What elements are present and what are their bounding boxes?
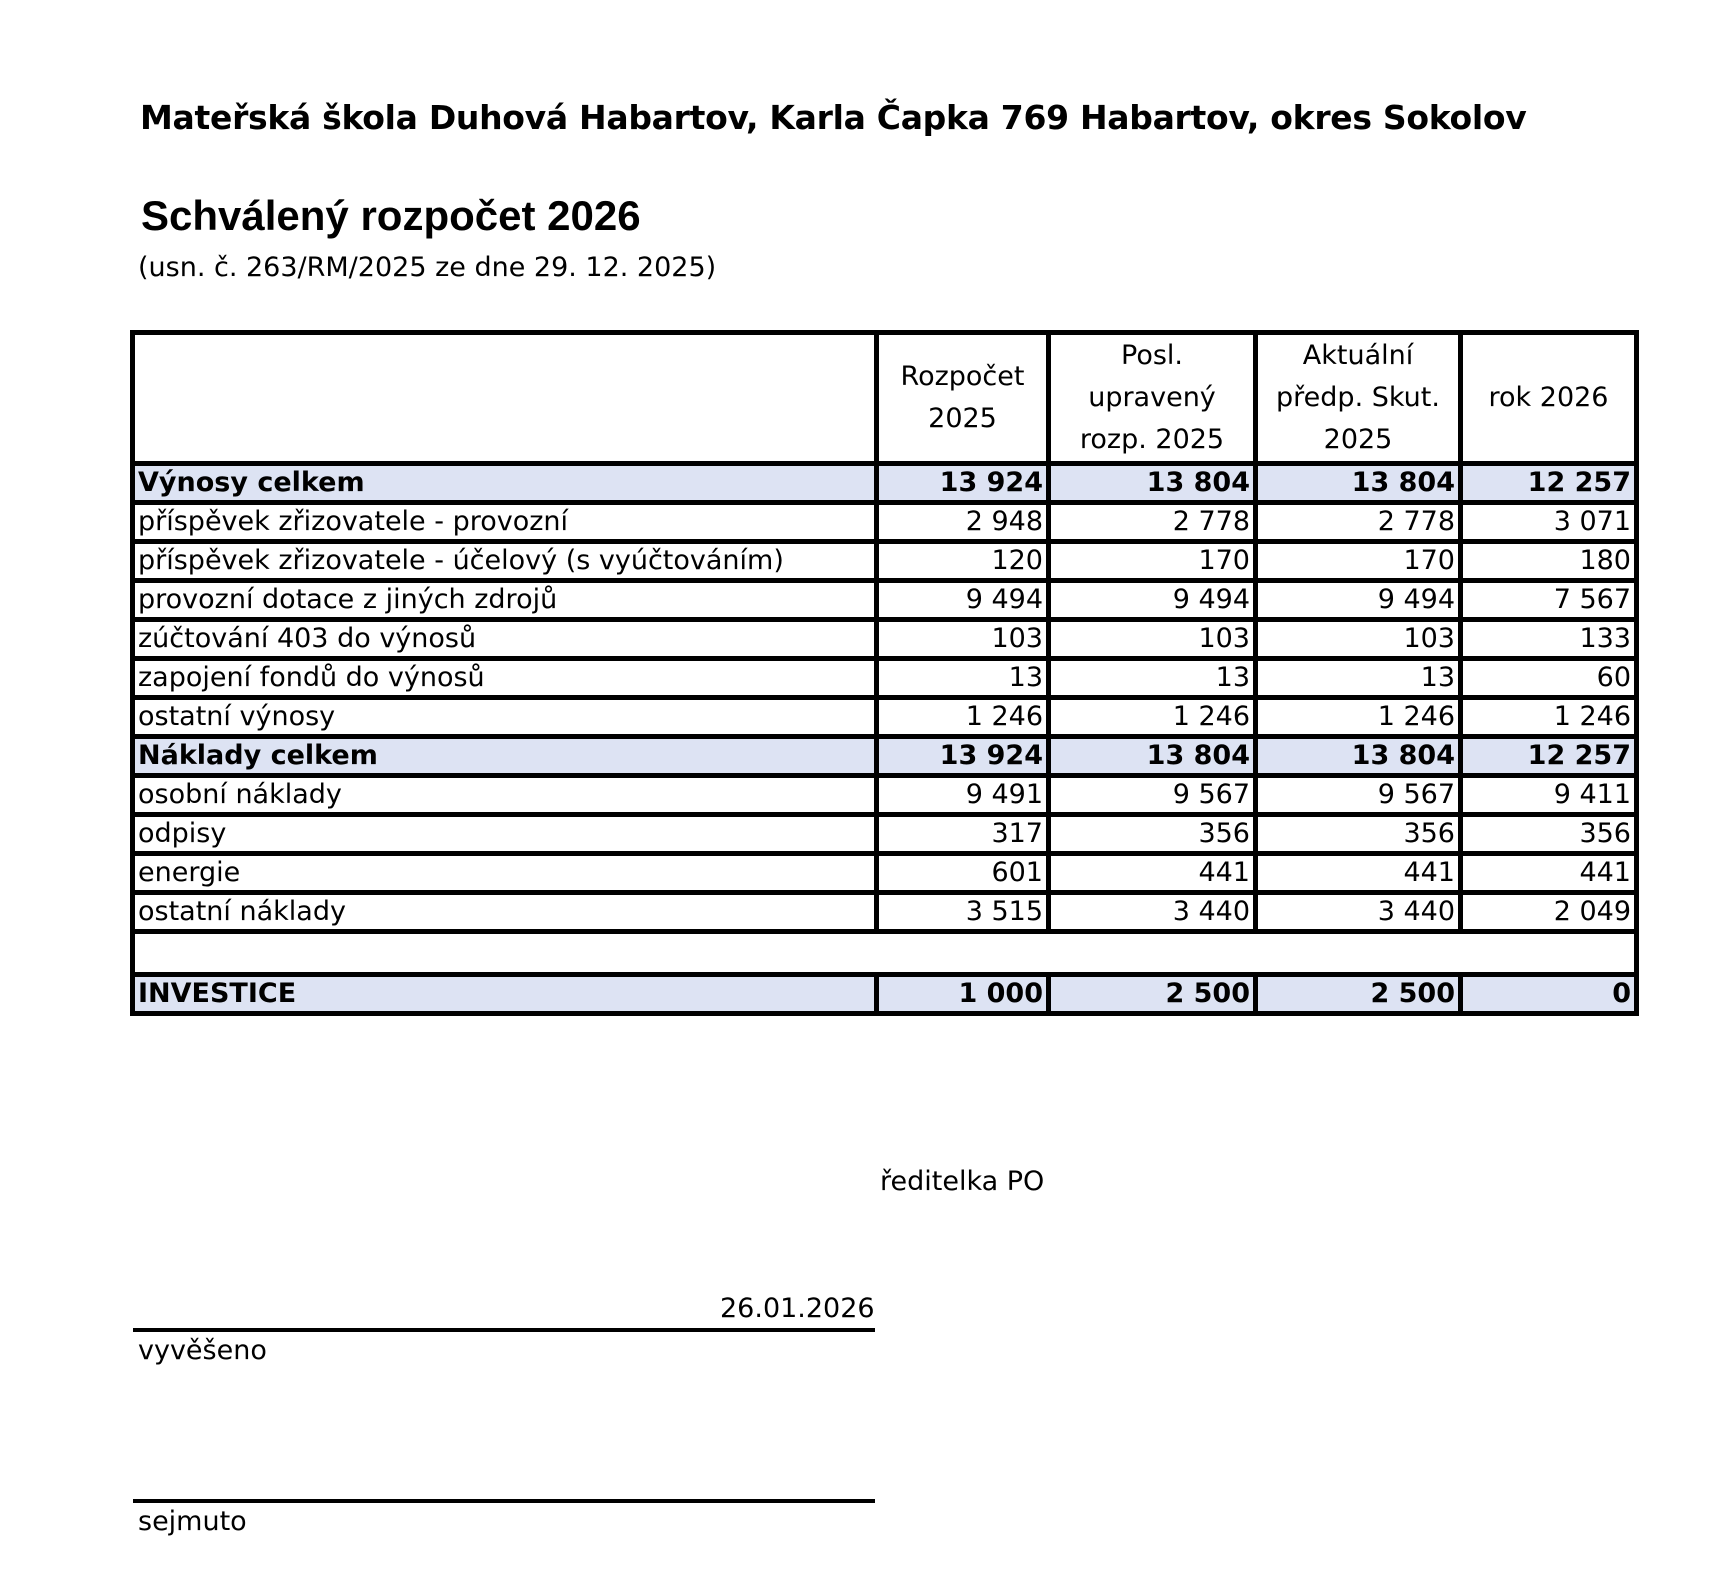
cell-value: 9 567 [1256, 776, 1461, 815]
cell-value: 1 246 [1049, 698, 1256, 737]
table-row [133, 893, 1637, 932]
cell-value: 1 246 [1461, 698, 1637, 737]
cell-value: 180 [1461, 542, 1637, 581]
cell-value: 3 440 [1049, 893, 1256, 932]
document-title: Schválený rozpočet 2026 [141, 192, 641, 239]
column-header-label [133, 333, 877, 464]
cell-value: 9 494 [1049, 581, 1256, 620]
table-row [133, 776, 1637, 815]
cell-value: 2 500 [1049, 975, 1256, 1014]
cell-value: 9 567 [1049, 776, 1256, 815]
cell-value: 2 500 [1256, 975, 1461, 1014]
school-heading: Mateřská škola Duhová Habartov, Karla Čapka 769 Habartov, okres Sokolov [140, 98, 1527, 137]
cell-value: 2 049 [1461, 893, 1637, 932]
cell-value: 9 491 [877, 776, 1049, 815]
row-label: Výnosy celkem [133, 464, 877, 503]
cell-value: 170 [1256, 542, 1461, 581]
cell-value: 103 [877, 620, 1049, 659]
cell-value: 356 [1461, 815, 1637, 854]
table-row-naklady-celkem [133, 737, 1637, 776]
row-label: ostatní náklady [133, 893, 877, 932]
cell-value: 1 246 [877, 698, 1049, 737]
cell-value: 0 [1461, 975, 1637, 1014]
table-row [133, 503, 1637, 542]
cell-value: 13 804 [1256, 464, 1461, 503]
cell-value: 356 [1256, 815, 1461, 854]
cell-value: 3 440 [1256, 893, 1461, 932]
cell-value: 2 778 [1256, 503, 1461, 542]
table-row-vynosy-celkem [133, 464, 1637, 503]
cell-value: 13 804 [1049, 737, 1256, 776]
cell-value: 9 494 [877, 581, 1049, 620]
director-signature-label: ředitelka PO [880, 1166, 1045, 1197]
cell-value: 601 [877, 854, 1049, 893]
cell-value: 2 778 [1049, 503, 1256, 542]
column-header-skutecnost-2025: Aktuální předp. Skut. 2025 [1256, 333, 1461, 464]
cell-value: 3 071 [1461, 503, 1637, 542]
table-row [133, 815, 1637, 854]
row-label: příspěvek zřizovatele - provozní [133, 503, 877, 542]
cell-value: 103 [1256, 620, 1461, 659]
row-label: zapojení fondů do výnosů [133, 659, 877, 698]
table-row [133, 620, 1637, 659]
budget-table [130, 330, 1639, 1016]
cell-value: 13 804 [1049, 464, 1256, 503]
table-header-row [133, 333, 1637, 464]
row-label: provozní dotace z jiných zdrojů [133, 581, 877, 620]
row-label: ostatní výnosy [133, 698, 877, 737]
cell-value: 441 [1049, 854, 1256, 893]
removed-label: sejmuto [138, 1506, 247, 1537]
cell-value: 13 [877, 659, 1049, 698]
cell-value: 13 [1256, 659, 1461, 698]
cell-value: 1 246 [1256, 698, 1461, 737]
cell-value: 317 [877, 815, 1049, 854]
table-row-investice [133, 975, 1637, 1014]
cell-value: 133 [1461, 620, 1637, 659]
cell-value: 441 [1461, 854, 1637, 893]
cell-value: 12 257 [1461, 737, 1637, 776]
row-label: příspěvek zřizovatele - účelový (s vyúčtováním) [133, 542, 877, 581]
row-label: INVESTICE [133, 975, 877, 1014]
table-row [133, 542, 1637, 581]
cell-value: 1 000 [877, 975, 1049, 1014]
table-row [133, 854, 1637, 893]
cell-value: 120 [877, 542, 1049, 581]
resolution-note: (usn. č. 263/RM/2025 ze dne 29. 12. 2025) [138, 252, 717, 283]
cell-value: 441 [1256, 854, 1461, 893]
table-empty-row [133, 932, 1637, 975]
cell-value: 3 515 [877, 893, 1049, 932]
table-row [133, 698, 1637, 737]
table-row [133, 659, 1637, 698]
posted-date: 26.01.2026 [720, 1293, 875, 1324]
column-header-rozpocet-2025: Rozpočet 2025 [877, 333, 1049, 464]
table-row [133, 581, 1637, 620]
column-header-upraveny-2025: Posl. upravený rozp. 2025 [1049, 333, 1256, 464]
cell-value: 13 924 [877, 737, 1049, 776]
cell-value: 9 411 [1461, 776, 1637, 815]
row-label: odpisy [133, 815, 877, 854]
cell-value: 9 494 [1256, 581, 1461, 620]
cell-value: 13 [1049, 659, 1256, 698]
row-label: osobní náklady [133, 776, 877, 815]
column-header-rok-2026: rok 2026 [1461, 333, 1637, 464]
row-label: energie [133, 854, 877, 893]
removed-signature-line [133, 1499, 875, 1503]
row-label: zúčtování 403 do výnosů [133, 620, 877, 659]
cell-value: 12 257 [1461, 464, 1637, 503]
cell-value: 170 [1049, 542, 1256, 581]
posted-signature-line [133, 1328, 875, 1332]
posted-label: vyvěšeno [138, 1335, 267, 1366]
cell-value: 13 804 [1256, 737, 1461, 776]
empty-cell [133, 932, 1637, 975]
cell-value: 2 948 [877, 503, 1049, 542]
row-label: Náklady celkem [133, 737, 877, 776]
cell-value: 13 924 [877, 464, 1049, 503]
cell-value: 103 [1049, 620, 1256, 659]
cell-value: 356 [1049, 815, 1256, 854]
cell-value: 7 567 [1461, 581, 1637, 620]
cell-value: 60 [1461, 659, 1637, 698]
